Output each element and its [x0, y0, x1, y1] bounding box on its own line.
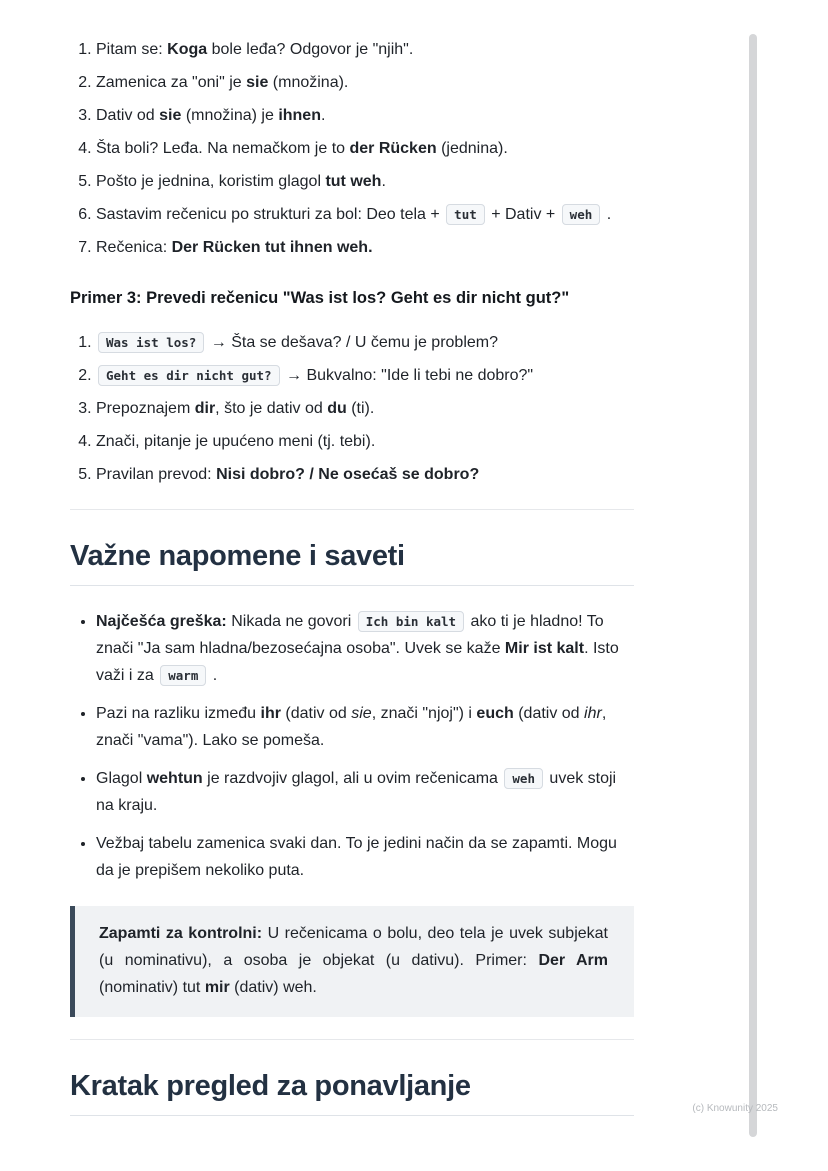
text-segment: . Isto važi i za [96, 639, 619, 684]
text-segment: Šta boli? Leđa. Na nemačkom je to [96, 140, 350, 157]
text-segment: + Dativ + [486, 206, 560, 223]
text-segment: wehtun [146, 769, 203, 787]
section-title-pregled: Kratak pregled za ponavljanje [70, 1070, 634, 1116]
list-item [96, 203, 634, 227]
text-segment: . [208, 666, 218, 684]
text-segment: , što je dativ od [215, 399, 328, 417]
list-item [96, 430, 634, 454]
text-segment: Der Arm [538, 951, 609, 969]
text-segment: Rečenica: [96, 239, 172, 256]
text-segment: ihr [260, 704, 281, 722]
text-segment: (ti). [346, 399, 375, 417]
callout-text [99, 920, 608, 1001]
text-segment: sie [246, 74, 269, 91]
text-segment: bole leđa? Odgovor je "njih". [207, 41, 414, 58]
text-segment: ihr [584, 704, 602, 722]
text-segment: euch [476, 704, 514, 722]
text-segment: Pravilan prevod: [96, 465, 217, 483]
text-segment: der Rücken [349, 140, 437, 157]
text-segment: Najčešća greška: [96, 612, 227, 630]
text-segment: , znači "njoj") i [371, 704, 477, 722]
text-segment: Nisi dobro? / Ne osećaš se dobro? [216, 465, 480, 483]
text-segment: du [327, 399, 347, 417]
text-segment: uvek stoji na kraju. [96, 769, 617, 814]
list-item [96, 364, 634, 388]
text-segment: U rečenicama o bolu, deo tela je uvek subjekat (u nominativu), a osoba je objekat (u dativu). Primer: [99, 924, 608, 969]
text-segment: (dativ od [513, 704, 585, 722]
text-segment: (nominativ) tut [99, 978, 205, 996]
list-item [96, 331, 634, 355]
text-segment: Pazi na razliku između [96, 704, 261, 722]
text-segment: sie [351, 704, 372, 722]
text-segment: je razdvojiv glagol, ali u ovim rečenicama [202, 769, 503, 787]
text-segment: Zapamti za kontrolni: [99, 924, 263, 942]
list-item [96, 463, 634, 487]
list-item [96, 397, 634, 421]
text-segment: (množina) je [181, 107, 279, 124]
list-item [96, 137, 634, 161]
document-content [70, 0, 634, 1138]
list-item [96, 700, 634, 754]
inline-code: Geht es dir nicht gut? [98, 365, 280, 386]
list-item [96, 170, 634, 194]
text-segment: Der Rücken tut ihnen weh. [171, 239, 373, 256]
inline-code: Ich bin kalt [358, 611, 464, 632]
text-segment: Pošto je jednina, koristim glagol [96, 173, 326, 190]
text-segment: . [381, 173, 386, 190]
section-divider [70, 509, 634, 510]
text-segment: → Šta se dešava? / U čemu je problem? [206, 333, 499, 351]
inline-code: tut [446, 204, 485, 225]
text-segment: . [602, 206, 612, 223]
text-segment: Koga [167, 41, 208, 58]
text-segment: Znači, pitanje je upućeno meni (tj. tebi). [96, 432, 376, 450]
text-segment: Dativ od [96, 107, 160, 124]
list-item [96, 830, 634, 884]
text-segment: (dativ) weh. [229, 978, 317, 996]
section-divider [70, 1039, 634, 1040]
text-segment: (jednina). [436, 140, 508, 157]
text-segment: tut weh [325, 173, 382, 190]
text-segment: (dativ od [280, 704, 352, 722]
text-segment: Zamenica za "oni" je [96, 74, 247, 91]
list-item [96, 608, 634, 689]
text-segment: Nikada ne govori [226, 612, 356, 630]
inline-code: warm [160, 665, 206, 686]
list-item [96, 38, 634, 62]
text-segment: Prepoznajem [96, 399, 195, 417]
text-segment: Mir ist kalt [504, 639, 585, 657]
list-item [96, 71, 634, 95]
tips-list [70, 608, 634, 884]
inline-code: weh [562, 204, 601, 225]
text-segment: , znači "vama"). Lako se pomeša. [96, 704, 607, 749]
text-segment: → Bukvalno: "Ide li tebi ne dobro?" [281, 366, 534, 384]
primer3-steps-list [70, 331, 634, 487]
primer3-heading: Primer 3: Prevedi rečenicu "Was ist los? Geht es dir nicht gut?" [70, 289, 570, 307]
inline-code: weh [504, 768, 543, 789]
text-segment: Vežbaj tabelu zamenica svaki dan. To je jedini način da se zapamti. Mogu da je prepišem nekoliko puta. [96, 834, 617, 879]
text-segment: (množina). [268, 74, 349, 91]
text-segment: Pitam se: [96, 41, 168, 58]
primer2-steps-list [70, 38, 634, 260]
text-segment: mir [204, 978, 230, 996]
section-title-napomene: Važne napomene i saveti [70, 540, 634, 586]
text-segment: sie [159, 107, 182, 124]
list-item [96, 236, 634, 260]
text-segment: dir [194, 399, 216, 417]
text-segment: . [320, 107, 326, 124]
inline-code: Was ist los? [98, 332, 204, 353]
text-segment: ako ti je hladno! To znači "Ja sam hladna/bezosećajna osoba". Uvek se kaže [96, 612, 604, 657]
text-segment: Glagol [96, 769, 147, 787]
text-segment: ihnen [278, 107, 321, 124]
watermark: (c) Knowunity 2025 [692, 1103, 778, 1114]
callout-box [70, 906, 634, 1017]
list-item [96, 104, 634, 128]
text-segment: Sastavim rečenicu po strukturi za bol: Deo tela + [96, 206, 445, 223]
scrollbar-thumb[interactable] [749, 34, 757, 1137]
list-item [96, 765, 634, 819]
